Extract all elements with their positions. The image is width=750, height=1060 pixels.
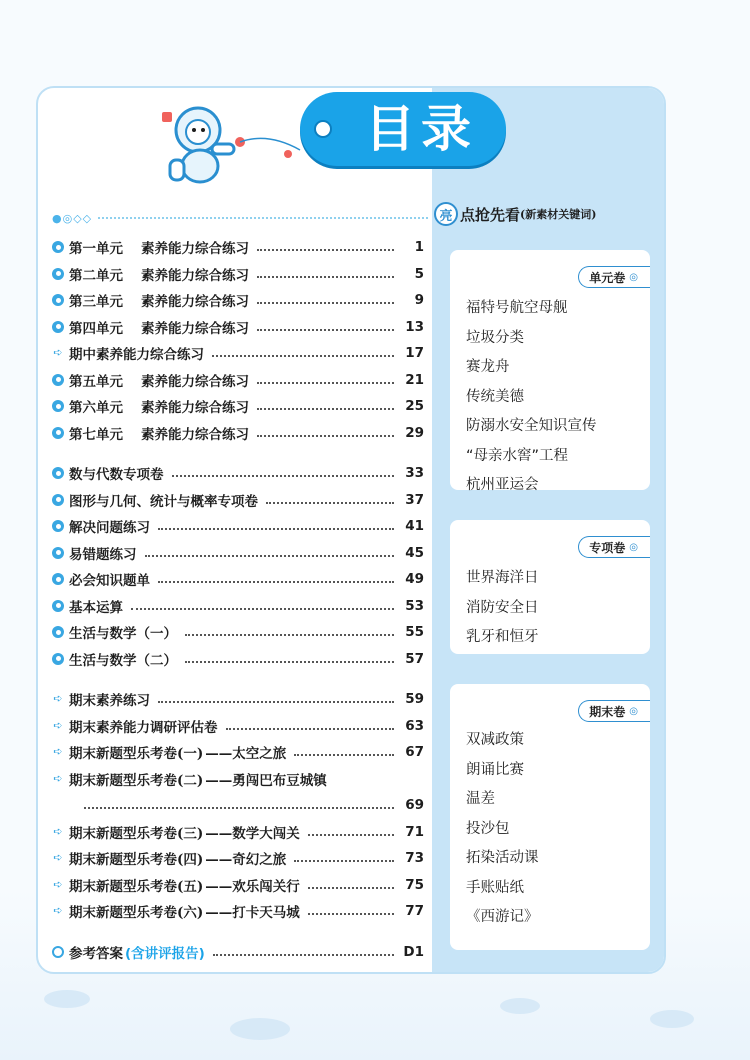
bullet-icon [52,294,64,306]
toc-subtitle: ——欢乐闯关行 [205,878,300,895]
dot-leader [266,502,394,504]
toc-label: 素养能力综合练习 [141,400,249,417]
toc-unit: 第三单元 [69,294,123,311]
toc-entry[interactable] [52,646,428,673]
dot-leader [257,302,394,304]
arrow-bullet-icon: ➪ [53,877,63,891]
bullet-icon [52,626,64,638]
toc-unit: 第二单元 [69,267,123,284]
toc-page: 37 [405,491,424,508]
table-of-contents [52,234,428,965]
dot-leader [158,528,394,530]
toc-label: 期末素养练习 [69,693,150,710]
page-title: 目录 [365,100,477,158]
toc-entry[interactable] [52,819,428,846]
toc-label: 期末新题型乐考卷(四) [69,852,204,869]
keyword-item: 消防安全日 [466,599,539,616]
toc-group-final [52,686,428,925]
toc-entry[interactable] [52,460,428,487]
keyword-item: “母亲水窖”工程 [466,447,569,464]
toc-entry[interactable] [52,234,428,261]
bullet-icon [52,400,64,412]
toc-page: 33 [405,465,424,482]
dot-leader [257,408,394,410]
toc-subtitle: ——奇幻之旅 [205,852,287,869]
dot-leader [226,728,395,730]
toc-page: 77 [405,903,424,920]
bullet-icon [52,520,64,532]
keyword-item: 投沙包 [466,820,510,837]
arrow-bullet-icon: ➪ [53,718,63,732]
toc-entry[interactable] [52,593,428,620]
box-tag-label: 期末卷 [589,704,626,719]
keyword-item: 乳牙和恒牙 [466,629,539,646]
keywords-subtitle: (新素材关键词) [520,208,597,221]
toc-entry[interactable] [52,540,428,567]
bullet-icon [52,374,64,386]
toc-page: 45 [405,544,424,561]
keyword-item: 拓染活动课 [466,850,539,867]
toc-page: 5 [414,265,424,282]
toc-entry[interactable] [52,487,428,514]
arrow-bullet-icon: ➪ [53,904,63,918]
tag-ring-icon: ◎ [629,271,638,283]
bullet-icon [52,427,64,439]
toc-page: 41 [405,518,424,535]
ring-bullet-icon [52,946,64,958]
toc-entry-answers[interactable] [52,939,428,966]
box-tag [578,700,650,722]
toc-entry[interactable] [52,713,428,740]
keyword-item: 温差 [466,791,495,808]
toc-label: 必会知识题单 [69,573,150,590]
dot-leader [131,608,394,610]
toc-unit: 第五单元 [69,373,123,390]
toc-group-units [52,234,428,446]
toc-label: 素养能力综合练习 [141,373,249,390]
keyword-item: 传统美德 [466,388,524,405]
toc-group-special [52,460,428,672]
cloud-decoration [650,1010,694,1028]
box-tag-label: 单元卷 [589,270,626,285]
toc-entry[interactable] [52,261,428,288]
arrow-bullet-icon: ➪ [53,851,63,865]
toc-page: 49 [405,571,424,588]
toc-page: 57 [405,650,424,667]
toc-answer-note: (含讲评报告) [125,945,205,962]
toc-unit: 第六单元 [69,400,123,417]
toc-label: 素养能力综合练习 [141,267,249,284]
dot-leader [257,382,394,384]
toc-page: 53 [405,597,424,614]
bullet-icon [52,653,64,665]
toc-label: 生活与数学（二） [69,652,177,669]
toc-page: 69 [405,797,424,814]
toc-entry[interactable] [52,872,428,899]
dot-leader [212,355,394,357]
arrow-bullet-icon: ➪ [53,824,63,838]
keywords-title: 点抢先看 [460,205,521,224]
toc-page: 71 [405,823,424,840]
toc-label: 基本运算 [69,599,123,616]
highlight-badge: 亮 [434,202,458,226]
arrow-bullet-icon: ➪ [53,692,63,706]
toc-label: 期末素养能力调研评估卷 [69,719,218,736]
toc-label: 期末新题型乐考卷(一) [69,746,204,763]
toc-page: 75 [405,876,424,893]
tag-ring-icon: ◎ [629,705,638,717]
toc-entry[interactable] [52,619,428,646]
dot-leader [257,329,394,331]
toc-entry[interactable] [52,287,428,314]
keyword-list [466,562,539,651]
toc-label: 生活与数学（一） [69,626,177,643]
keyword-item: 朗诵比赛 [466,761,524,778]
dot-leader [257,249,394,251]
bullet-icon [52,321,64,333]
toc-entry[interactable] [52,513,428,540]
toc-label: 期末新题型乐考卷(三) [69,825,204,842]
toc-entry[interactable] [52,739,428,766]
dot-leader [213,954,394,956]
toc-unit: 第一单元 [69,241,123,258]
toc-page: 17 [405,345,424,362]
keyword-item: 世界海洋日 [466,570,539,587]
toc-page: 63 [405,717,424,734]
toc-entry[interactable] [52,314,428,341]
toc-label: 易错题练习 [69,546,137,563]
toc-entry[interactable] [52,898,428,925]
toc-subtitle: ——打卡天马城 [205,905,300,922]
arrow-bullet-icon: ➪ [53,771,63,785]
box-tag [578,536,650,558]
bullet-icon [52,241,64,253]
toc-subtitle: ——数学大闯关 [205,825,300,842]
keyword-box-unit [450,250,650,494]
arrow-bullet-icon: ➪ [53,346,63,360]
bullet-icon [52,600,64,612]
toc-entry[interactable] [52,340,428,367]
tag-ring-icon: ◎ [629,541,638,553]
dot-leader [158,701,394,703]
toc-entry[interactable] [52,566,428,593]
toc-page: 21 [405,371,424,388]
toc-label: 期中素养能力综合练习 [69,347,204,364]
toc-page: 67 [405,744,424,761]
toc-page: 59 [405,691,424,708]
keyword-item: 防溺水安全知识宣传 [466,418,597,435]
cloud-decoration [44,990,90,1008]
toc-label: 素养能力综合练习 [141,241,249,258]
dotted-line [98,217,428,219]
keyword-item: 手账贴纸 [466,879,524,896]
dot-leader [257,435,394,437]
bullet-icon [52,547,64,559]
arrow-bullet-icon: ➪ [53,745,63,759]
dot-leader [145,555,395,557]
bullet-icon [52,494,64,506]
toc-label: 参考答案 [69,945,123,962]
toc-unit: 第四单元 [69,320,123,337]
keyword-item: 福特号航空母舰 [466,300,568,317]
toc-page: 73 [405,850,424,867]
keyword-box-special [450,520,650,654]
keyword-box-final [450,684,650,950]
dot-leader [172,475,395,477]
toc-page: 25 [405,398,424,415]
box-tag-label: 专项卷 [589,540,626,555]
toc-entry[interactable] [52,393,428,420]
toc-card [36,86,666,974]
toc-entry-continuation[interactable] [52,792,428,819]
dot-leader [294,754,394,756]
toc-page: 1 [414,239,424,256]
cloud-decoration [500,998,540,1014]
toc-label: 素养能力综合练习 [141,320,249,337]
keyword-list [466,292,597,499]
toc-page: 13 [405,318,424,335]
toc-subtitle: ——勇闯巴布豆城镇 [205,772,327,789]
toc-entry[interactable] [52,686,428,713]
keywords-heading [434,198,664,230]
toc-label: 图形与几何、统计与概率专项卷 [69,493,258,510]
toc-label: 期末新题型乐考卷(二) [69,772,204,789]
toc-page: 29 [405,424,424,441]
astronaut-mascot-icon [148,102,308,192]
dot-leader [158,581,394,583]
toc-header-divider [52,212,428,224]
keyword-item: 《西游记》 [466,909,539,926]
toc-entry[interactable] [52,845,428,872]
toc-entry[interactable] [52,367,428,394]
dot-leader [84,807,394,809]
keyword-item: 杭州亚运会 [466,477,539,494]
box-tag [578,266,650,288]
dot-leader [308,834,394,836]
toc-label: 解决问题练习 [69,520,150,537]
keyword-item: 双减政策 [466,732,524,749]
dot-leader [308,887,394,889]
keyword-item: 赛龙舟 [466,359,510,376]
toc-entry[interactable] [52,420,428,447]
toc-label: 素养能力综合练习 [141,294,249,311]
dot-leader [185,661,394,663]
keyword-item: 垃圾分类 [466,329,524,346]
ornament-icon: ●◎◇◇ [52,211,93,225]
toc-label: 数与代数专项卷 [69,467,164,484]
dot-leader [185,634,394,636]
keyword-list [466,724,539,931]
dot-leader [308,913,394,915]
toc-label: 素养能力综合练习 [141,426,249,443]
toc-entry[interactable] [52,766,428,793]
toc-page: D1 [403,943,424,960]
bullet-icon [52,467,64,479]
toc-label: 期末新题型乐考卷(六) [69,905,204,922]
dot-leader [294,860,394,862]
bullet-icon [52,573,64,585]
bullet-icon [52,268,64,280]
toc-label: 期末新题型乐考卷(五) [69,878,204,895]
title-banner [300,92,506,166]
dot-leader [257,276,394,278]
toc-page: 9 [414,292,424,309]
cloud-decoration [230,1018,290,1040]
toc-subtitle: ——太空之旅 [205,746,287,763]
toc-page: 55 [405,624,424,641]
toc-unit: 第七单元 [69,426,123,443]
